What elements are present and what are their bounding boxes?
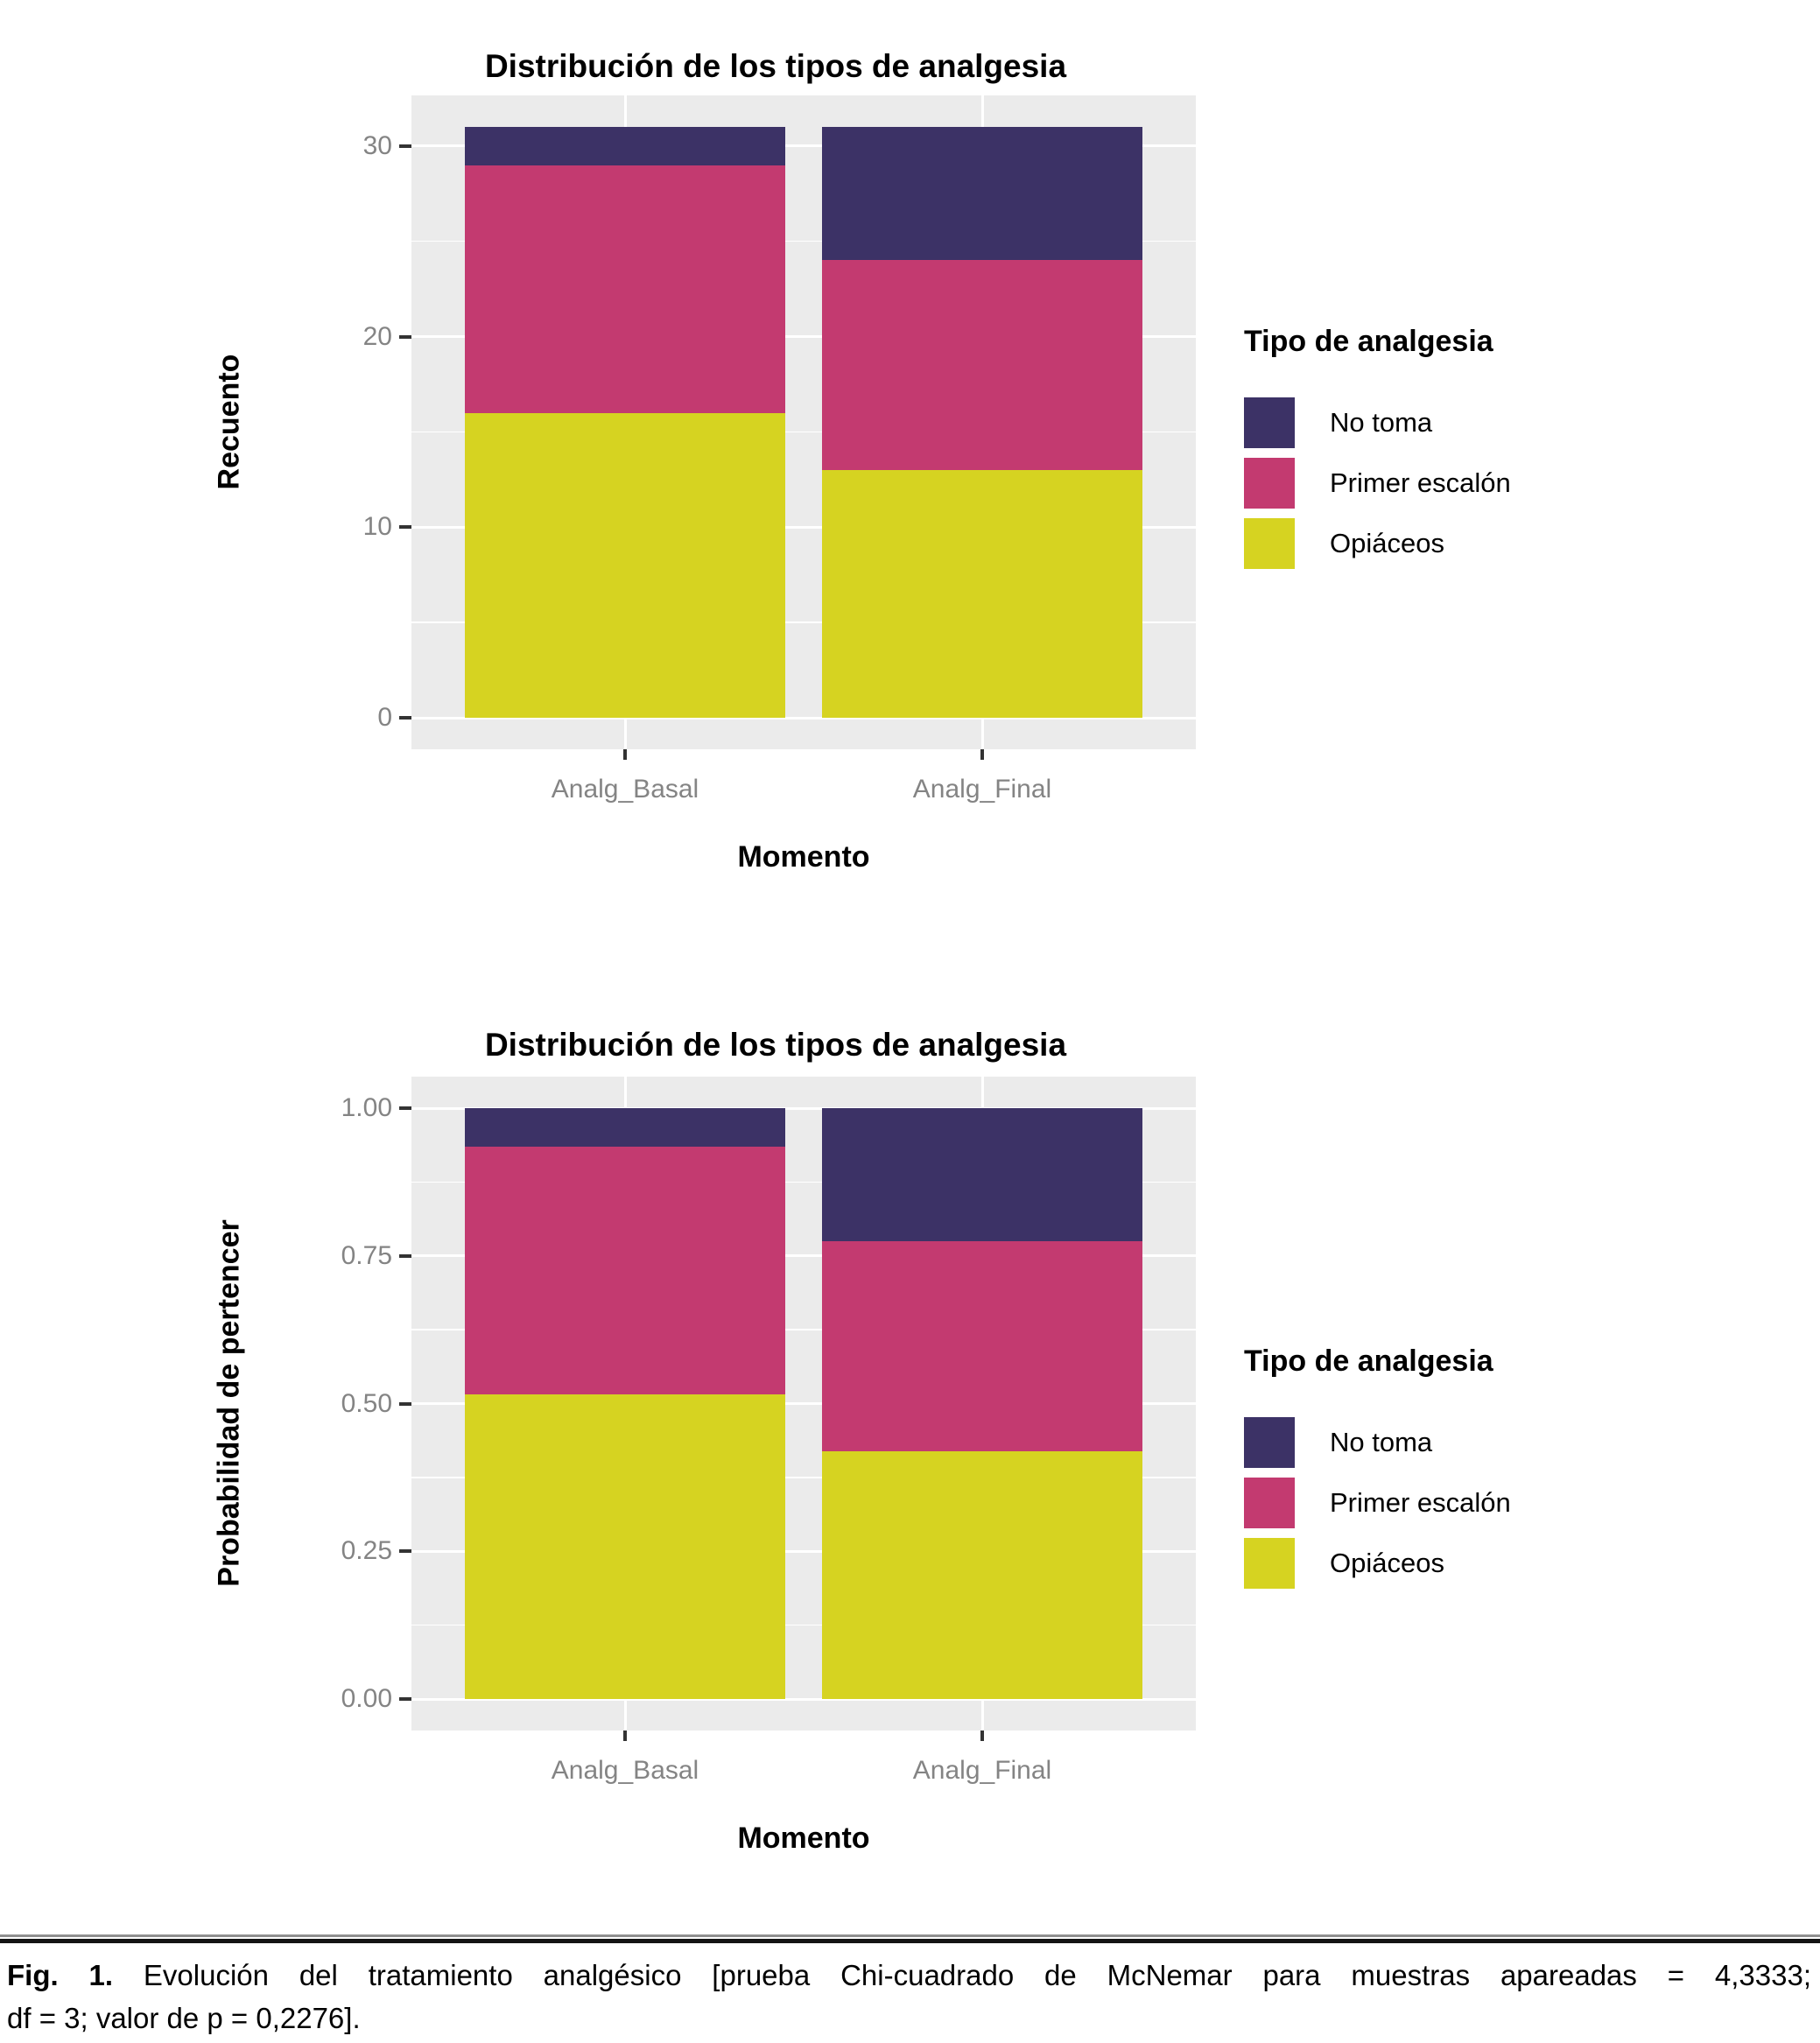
caption-figure-label: Fig. 1. <box>7 1959 114 1991</box>
bar-segment-primer-escalón <box>465 1147 785 1394</box>
y-tick-mark <box>399 335 411 339</box>
y-tick-mark <box>399 1106 411 1110</box>
legend-entry <box>1244 458 1804 509</box>
y-tick-mark <box>399 525 411 529</box>
y-axis-title-text: Probabilidad de pertencer <box>212 1219 246 1587</box>
legend-key-swatch <box>1244 1478 1295 1528</box>
caption-divider <box>0 1934 1820 1943</box>
plot-panel <box>411 95 1196 749</box>
legend <box>1244 324 1804 579</box>
y-tick-label: 10 <box>362 512 392 542</box>
caption-text: Evolución del tratamiento analgésico [prueba Chi-cuadrado de McNemar para muestras apareadas = 4,3333; <box>143 1959 1811 1991</box>
legend-entry <box>1244 518 1804 569</box>
legend-key-swatch <box>1244 518 1295 569</box>
y-tick-label: 0.75 <box>341 1240 392 1270</box>
x-tick-label: Analg_Basal <box>551 775 699 804</box>
y-tick-label: 0.50 <box>341 1388 392 1418</box>
plot-panel <box>411 1077 1196 1731</box>
legend-key-swatch <box>1244 1417 1295 1468</box>
x-tick-mark <box>623 749 627 760</box>
legend-entry-label: No toma <box>1330 1427 1433 1457</box>
bar-segment-opiáceos <box>465 413 785 718</box>
x-tick-label: Analg_Final <box>912 775 1052 804</box>
bar-segment-no-toma <box>465 1108 785 1147</box>
caption-line-1 <box>7 1959 1811 1992</box>
legend <box>1244 1344 1804 1598</box>
y-tick-label: 1.00 <box>341 1093 392 1122</box>
y-tick-mark <box>399 1254 411 1258</box>
chart-title: Distribución de los tipos de analgesia <box>484 47 1067 84</box>
y-tick-label: 20 <box>362 321 392 351</box>
y-tick-label: 30 <box>362 130 392 160</box>
x-tick-mark <box>980 749 984 760</box>
x-tick-mark <box>980 1731 984 1741</box>
bar-segment-no-toma <box>822 127 1142 260</box>
y-tick-mark <box>399 1549 411 1553</box>
legend-entry-label: Primer escalón <box>1330 467 1511 498</box>
x-tick-label: Analg_Basal <box>551 1756 699 1785</box>
x-axis-title: Momento <box>737 1822 870 1855</box>
legend-entry-label: No toma <box>1330 407 1433 438</box>
bar-segment-primer-escalón <box>822 260 1142 470</box>
y-tick-mark <box>399 1697 411 1701</box>
legend-entry <box>1244 1478 1804 1528</box>
y-tick-label: 0 <box>377 703 392 732</box>
legend-key-swatch <box>1244 458 1295 509</box>
bar-segment-opiáceos <box>822 1451 1142 1699</box>
y-axis-title-text: Recuento <box>212 354 246 490</box>
bar-segment-opiáceos <box>465 1394 785 1699</box>
x-axis-title: Momento <box>737 840 870 874</box>
legend-key-swatch <box>1244 397 1295 448</box>
legend-key-swatch <box>1244 1538 1295 1589</box>
y-tick-label: 0.25 <box>341 1536 392 1566</box>
legend-keys <box>1244 1417 1804 1589</box>
y-tick-label: 0.00 <box>341 1684 392 1713</box>
legend-entry-label: Primer escalón <box>1330 1487 1511 1518</box>
bar-segment-no-toma <box>465 127 785 165</box>
legend-entry-label: Opiáceos <box>1330 1548 1444 1578</box>
legend-entry <box>1244 1538 1804 1589</box>
x-tick-mark <box>623 1731 627 1741</box>
y-tick-mark <box>399 1402 411 1406</box>
bar-segment-opiáceos <box>822 470 1142 718</box>
bar-segment-primer-escalón <box>465 165 785 413</box>
y-tick-mark <box>399 716 411 720</box>
bar-segment-no-toma <box>822 1108 1142 1241</box>
legend-title: Tipo de analgesia <box>1244 1344 1493 1378</box>
bar-segment-primer-escalón <box>822 1241 1142 1450</box>
x-tick-label: Analg_Final <box>912 1756 1052 1785</box>
legend-entry <box>1244 397 1804 448</box>
legend-entry <box>1244 1417 1804 1468</box>
chart-title: Distribución de los tipos de analgesia <box>484 1026 1067 1063</box>
legend-title: Tipo de analgesia <box>1244 325 1493 358</box>
y-tick-mark <box>399 144 411 148</box>
legend-keys <box>1244 397 1804 569</box>
legend-entry-label: Opiáceos <box>1330 528 1444 558</box>
caption-line-2: df = 3; valor de p = 0,2276]. <box>7 2002 361 2034</box>
